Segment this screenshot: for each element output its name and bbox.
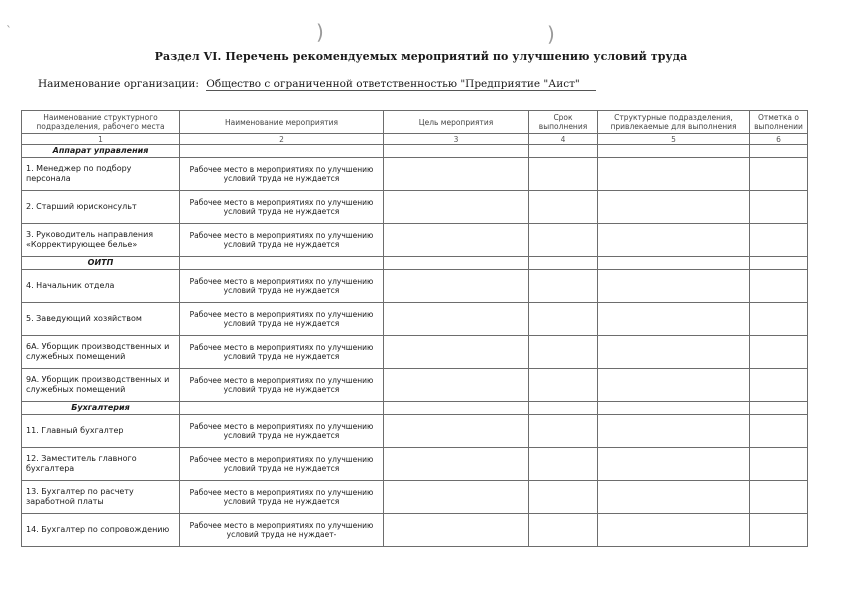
- empty-cell: [750, 369, 808, 402]
- empty-cell: [384, 402, 529, 415]
- empty-cell: [750, 415, 808, 448]
- empty-cell: [750, 224, 808, 257]
- empty-cell: [384, 415, 529, 448]
- organization-name: Общество с ограниченной ответственностью "Предприятие "Аист": [206, 78, 595, 91]
- empty-cell: [529, 303, 598, 336]
- measure-name: Рабочее место в мероприятиях по улучшению условий труда не нуждается: [180, 303, 384, 336]
- empty-cell: [598, 158, 750, 191]
- workplace-name: 4. Начальник отдела: [22, 270, 180, 303]
- header-cell: Структурные подразделения, привлекаемые для выполнения: [598, 111, 750, 134]
- table-body: [22, 145, 808, 547]
- empty-cell: [529, 191, 598, 224]
- empty-cell: [384, 448, 529, 481]
- measure-name: Рабочее место в мероприятиях по улучшению условий труда не нуждается: [180, 369, 384, 402]
- column-number-row: [22, 134, 808, 145]
- empty-cell: [598, 145, 750, 158]
- table-row: [22, 369, 808, 402]
- empty-cell: [750, 336, 808, 369]
- table-row: [22, 224, 808, 257]
- empty-cell: [529, 514, 598, 547]
- page-title: Раздел VI. Перечень рекомендуемых мероприятий по улучшению условий труда: [154, 50, 688, 63]
- empty-cell: [750, 402, 808, 415]
- column-number: 4: [529, 134, 598, 145]
- section-title: Бухгалтерия: [22, 402, 180, 415]
- section-row: [22, 145, 808, 158]
- header-cell: Наименование структурного подразделения, рабочего места: [22, 111, 180, 134]
- header-row: [22, 111, 808, 134]
- organization-label: Наименование организации:: [38, 78, 199, 90]
- empty-cell: [180, 257, 384, 270]
- header-cell: Цель мероприятия: [384, 111, 529, 134]
- section-title: Аппарат управления: [22, 145, 180, 158]
- measure-name: Рабочее место в мероприятиях по улучшению условий труда не нуждается: [180, 448, 384, 481]
- column-number: 6: [750, 134, 808, 145]
- empty-cell: [598, 481, 750, 514]
- workplace-name: 14. Бухгалтер по сопровождению: [22, 514, 180, 547]
- empty-cell: [750, 514, 808, 547]
- table-row: [22, 270, 808, 303]
- empty-cell: [529, 270, 598, 303]
- section-row: [22, 402, 808, 415]
- table-row: [22, 481, 808, 514]
- empty-cell: [598, 415, 750, 448]
- empty-cell: [598, 257, 750, 270]
- empty-cell: [598, 369, 750, 402]
- empty-cell: [529, 448, 598, 481]
- organization-line: [38, 78, 596, 90]
- measure-name: Рабочее место в мероприятиях по улучшению условий труда не нуждается: [180, 481, 384, 514]
- table-row: [22, 158, 808, 191]
- measure-name: Рабочее место в мероприятиях по улучшению условий труда не нуждается: [180, 336, 384, 369]
- empty-cell: [529, 481, 598, 514]
- workplace-name: 2. Старший юрисконсульт: [22, 191, 180, 224]
- column-number: 1: [22, 134, 180, 145]
- empty-cell: [529, 369, 598, 402]
- empty-cell: [384, 145, 529, 158]
- empty-cell: [598, 303, 750, 336]
- empty-cell: [750, 270, 808, 303]
- header-cell: Наименование мероприятия: [180, 111, 384, 134]
- workplace-name: 12. Заместитель главного бухгалтера: [22, 448, 180, 481]
- empty-cell: [750, 191, 808, 224]
- header-cell: Отметка о выполнении: [750, 111, 808, 134]
- workplace-name: 3. Руководитель направления «Корректирующее белье»: [22, 224, 180, 257]
- column-number: 2: [180, 134, 384, 145]
- measure-name: Рабочее место в мероприятиях по улучшению условий труда не нуждается: [180, 224, 384, 257]
- measure-name: Рабочее место в мероприятиях по улучшению условий труда не нуждается: [180, 191, 384, 224]
- empty-cell: [750, 481, 808, 514]
- empty-cell: [750, 158, 808, 191]
- table-row: [22, 191, 808, 224]
- empty-cell: [598, 270, 750, 303]
- empty-cell: [750, 145, 808, 158]
- table-row: [22, 514, 808, 547]
- empty-cell: [750, 303, 808, 336]
- table-row: [22, 415, 808, 448]
- section-row: [22, 257, 808, 270]
- measures-table: [21, 110, 808, 547]
- empty-cell: [384, 257, 529, 270]
- empty-cell: [598, 402, 750, 415]
- empty-cell: [598, 224, 750, 257]
- workplace-name: 9А. Уборщик производственных и служебных помещений: [22, 369, 180, 402]
- empty-cell: [384, 303, 529, 336]
- empty-cell: [529, 145, 598, 158]
- empty-cell: [529, 257, 598, 270]
- empty-cell: [529, 158, 598, 191]
- empty-cell: [180, 402, 384, 415]
- empty-cell: [384, 270, 529, 303]
- workplace-name: 5. Заведующий хозяйством: [22, 303, 180, 336]
- table-row: [22, 448, 808, 481]
- table-row: [22, 336, 808, 369]
- header-cell: Срок выполнения: [529, 111, 598, 134]
- column-number: 5: [598, 134, 750, 145]
- empty-cell: [384, 369, 529, 402]
- table-row: [22, 303, 808, 336]
- empty-cell: [384, 481, 529, 514]
- measure-name: Рабочее место в мероприятиях по улучшению условий труда не нуждается: [180, 270, 384, 303]
- empty-cell: [529, 415, 598, 448]
- measure-name: Рабочее место в мероприятиях по улучшению условий труда не нуждается: [180, 415, 384, 448]
- empty-cell: [598, 448, 750, 481]
- empty-cell: [384, 158, 529, 191]
- empty-cell: [384, 514, 529, 547]
- empty-cell: [750, 448, 808, 481]
- empty-cell: [598, 191, 750, 224]
- section-title: ОИТП: [22, 257, 180, 270]
- empty-cell: [384, 224, 529, 257]
- measure-name: Рабочее место в мероприятиях по улучшению условий труда не нуждает-: [180, 514, 384, 547]
- workplace-name: 6А. Уборщик производственных и служебных помещений: [22, 336, 180, 369]
- scan-mark-left: ): [316, 20, 324, 44]
- workplace-name: 13. Бухгалтер по расчету заработной платы: [22, 481, 180, 514]
- empty-cell: [750, 257, 808, 270]
- workplace-name: 1. Менеджер по подбору персонала: [22, 158, 180, 191]
- empty-cell: [529, 402, 598, 415]
- scan-mark-right: ): [547, 22, 555, 46]
- column-number: 3: [384, 134, 529, 145]
- empty-cell: [598, 514, 750, 547]
- empty-cell: [384, 336, 529, 369]
- empty-cell: [529, 336, 598, 369]
- empty-cell: [384, 191, 529, 224]
- scan-mark-corner: `: [6, 24, 12, 38]
- empty-cell: [180, 145, 384, 158]
- empty-cell: [598, 336, 750, 369]
- measure-name: Рабочее место в мероприятиях по улучшению условий труда не нуждается: [180, 158, 384, 191]
- workplace-name: 11. Главный бухгалтер: [22, 415, 180, 448]
- empty-cell: [529, 224, 598, 257]
